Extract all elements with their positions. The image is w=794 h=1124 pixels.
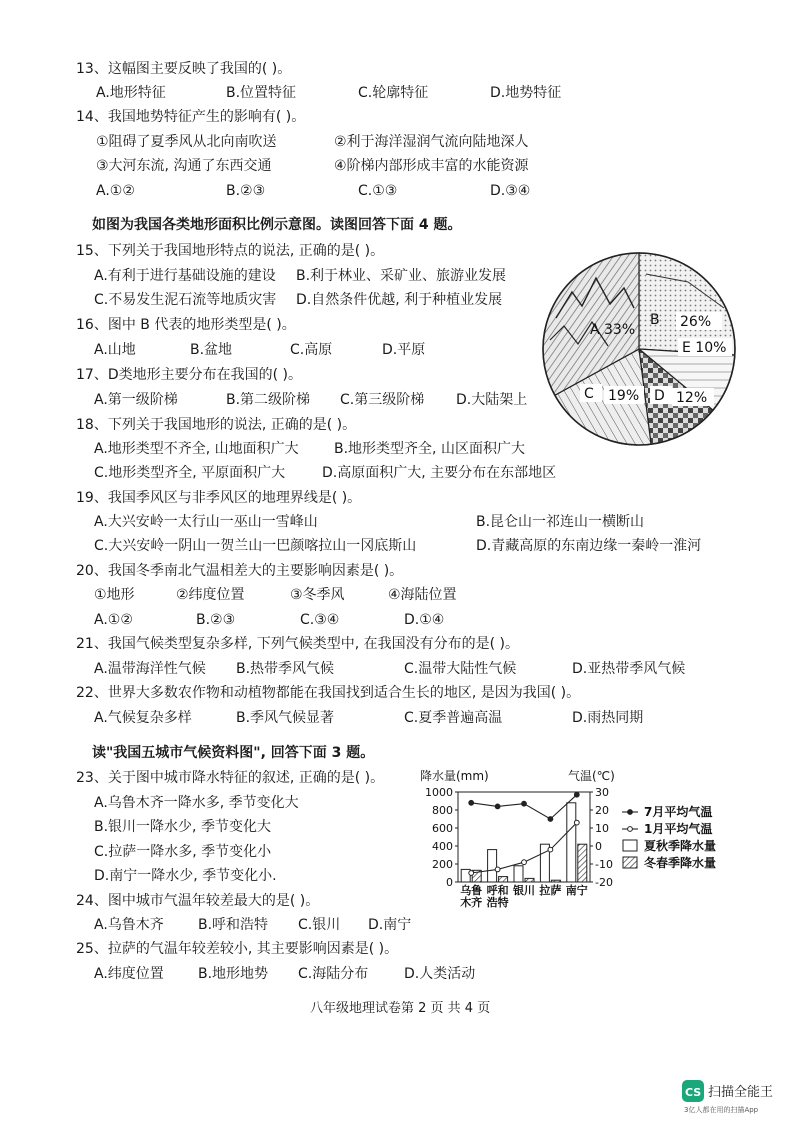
q21-option-b: B.热带季风气候 [236,661,335,677]
climate-chart-figure [418,768,738,918]
y-left-tick-label: 400 [432,840,453,853]
legend-label: 夏秋季降水量 [644,839,717,853]
bar-winter-spring [578,844,587,882]
y-right-tick-label: -10 [595,858,613,871]
chart-bars [461,803,587,882]
q22-stem: 22、世界大多数农作物和动植物都能在我国找到适合生长的地区, 是因为我国( )。 [76,685,581,701]
y-right-tick-label: -20 [595,876,613,889]
y-left-label: 降水量(mm) [420,769,489,783]
q20-stem: 20、我国冬季南北气温相差大的主要影响因素是( )。 [76,563,404,579]
q23-option-a: A.乌鲁木齐一降水多, 季节变化大 [94,795,299,811]
q16-option-b: B.盆地 [190,342,233,358]
y-right-tick-label: 10 [595,822,609,835]
bar-summer-autumn [567,803,576,882]
q14-item-1: ①阻碍了夏季风从北向南吹送 [96,134,277,150]
chart-legend [622,804,716,870]
bar-winter-spring [551,880,560,882]
q14-option-a: A.①② [96,183,135,199]
q20-item-3: ③冬季风 [290,587,345,603]
q25-option-a: A.纬度位置 [94,966,164,982]
q22-option-b: B.季风气候显著 [236,710,335,726]
bar-summer-autumn [461,869,470,882]
q18-stem: 18、下列关于我国地形的说法, 正确的是( )。 [76,417,357,433]
q21-stem: 21、我国气候类型复杂多样, 下列气候类型中, 在我国没有分布的是( )。 [76,636,519,652]
q13-option-c: C.轮廓特征 [358,85,429,101]
x-tick-label: 南宁 [565,884,588,897]
y-right-tick-label: 0 [595,840,602,853]
q23-option-b: B.银川一降水少, 季节变化大 [94,819,271,835]
q25-option-d: D.人类活动 [404,966,476,982]
legend-bar-swatch [623,857,637,868]
point-july-temp [522,801,527,806]
q14-option-d: D.③④ [490,183,531,199]
point-jan-temp [522,860,527,865]
pie-label-c: C [584,386,594,402]
q14-option-b: B.②③ [226,183,266,199]
page-footer: 八年级地理试卷第 2 页 共 4 页 [310,1001,491,1016]
q13-option-b: B.位置特征 [226,85,297,101]
q23-option-c: C.拉萨一降水多, 季节变化小 [94,844,272,860]
landform-pie-figure [538,248,740,450]
q16-option-d: D.平原 [382,342,426,358]
x-tick-label: 银川 [513,884,535,897]
q18-option-c: C.地形类型齐全, 平原面积广大 [94,465,286,481]
y-right-tick-label: 30 [595,786,609,799]
q24-option-c: C.银川 [298,917,341,933]
point-jan-temp [469,871,474,876]
q18-option-d: D.高原面积广大, 主要分布在东部地区 [322,465,557,481]
legend-bar-swatch [623,840,637,851]
point-jan-temp [495,867,500,872]
pie-label-d: D [654,388,665,404]
q22-option-a: A.气候复杂多样 [94,710,192,726]
q13-option-a: A.地形特征 [96,85,166,101]
q20-option-c: C.③④ [300,612,340,628]
q20-option-a: A.①② [94,612,133,628]
q14-option-c: C.①③ [358,183,398,199]
q19-option-c: C.大兴安岭一阴山一贺兰山一巴颜喀拉山一冈底斯山 [94,538,417,554]
q17-option-b: B.第二级阶梯 [226,392,311,408]
scanner-logo-badge: CS [685,1086,702,1099]
y-right-tick-label: 20 [595,804,609,817]
legend-point-swatch [628,827,633,832]
q14-item-3: ③大河东流, 沟通了东西交通 [96,158,272,174]
pie-label-a: A 33% [590,322,636,338]
q19-option-a: A.大兴安岭一太行山一巫山一雪峰山 [94,514,318,530]
x-tick-label: 木齐 [460,896,483,909]
q25-option-c: C.海陆分布 [298,966,369,982]
x-tick-label: 浩特 [486,896,509,909]
q24-option-b: B.呼和浩特 [198,917,269,933]
y-left-tick-label: 600 [432,822,453,835]
q17-option-a: A.第一级阶梯 [94,392,178,408]
pie-label-e: E 10% [682,340,727,356]
legend-label: 1月平均气温 [644,822,713,836]
q15-option-d: D.自然条件优越, 利于种植业发展 [296,292,503,308]
bar-summer-autumn [514,866,523,882]
bar-winter-spring [499,877,508,882]
intro-15-18: 如图为我国各类地形面积比例示意图。读图回答下面 4 题。 [92,217,462,233]
y-right-label: 气温(℃) [568,769,615,783]
x-tick-label: 乌鲁 [460,884,483,897]
y-left-tick-label: 200 [432,858,453,871]
intro-23-25: 读"我国五城市气候资料图", 回答下面 3 题。 [92,745,375,761]
q20-item-1: ①地形 [94,587,135,603]
point-jan-temp [574,820,579,825]
q20-item-2: ②纬度位置 [176,587,245,603]
landform-pie-svg [538,248,740,450]
q25-stem: 25、拉萨的气温年较差较小, 其主要影响因素是( )。 [76,941,399,957]
x-tick-label: 呼和 [486,884,509,897]
q17-stem: 17、D类地形主要分布在我国的( )。 [76,367,302,383]
climate-chart-svg [418,768,738,918]
pie-label-d-pct: 12% [676,390,708,406]
q13-option-d: D.地势特征 [490,85,562,101]
legend-label: 冬春季降水量 [644,856,717,870]
q24-stem: 24、图中城市气温年较差最大的是( )。 [76,893,320,909]
pie-label-b: B [650,312,660,328]
q14-stem: 14、我国地势特征产生的影响有( )。 [76,109,306,125]
x-tick-label: 拉萨 [539,884,562,897]
line-july-temp [471,795,577,819]
q21-option-c: C.温带大陆性气候 [404,661,517,677]
y-left-tick-label: 800 [432,804,453,817]
point-jan-temp [548,847,553,852]
y-left-tick-label: 1000 [425,786,453,799]
legend-point-swatch [628,810,633,815]
q15-option-c: C.不易发生泥石流等地质灾害 [94,292,277,308]
pie-label-c-pct: 19% [608,388,640,404]
q16-option-c: C.高原 [290,342,333,358]
bar-winter-spring [525,878,534,882]
q22-option-d: D.雨热同期 [572,710,644,726]
q23-option-d: D.南宁一降水少, 季节变化小. [94,868,277,884]
q20-item-4: ④海陆位置 [388,587,457,603]
q17-option-d: D.大陆架上 [456,392,528,408]
q18-option-a: A.地形类型不齐全, 山地面积广大 [94,441,299,457]
q16-stem: 16、图中 B 代表的地形类型是( )。 [76,317,296,333]
chart-lines [469,792,579,875]
y-left-tick-label: 0 [446,876,453,889]
bar-summer-autumn [488,850,497,882]
scanner-app-name: 扫描全能王 [708,1085,774,1100]
point-july-temp [469,800,474,805]
q19-option-b: B.昆仑山一祁连山一横断山 [476,514,645,530]
q19-stem: 19、我国季风区与非季风区的地理界线是( )。 [76,490,362,506]
point-july-temp [495,804,500,809]
q20-option-b: B.②③ [196,612,236,628]
q16-option-a: A.山地 [94,342,136,358]
q22-option-c: C.夏季普遍高温 [404,710,503,726]
q21-option-d: D.亚热带季风气候 [572,661,686,677]
q14-item-2: ②利于海洋湿润气流向陆地深人 [334,134,529,150]
point-july-temp [574,792,579,797]
q24-option-a: A.乌鲁木齐 [94,917,164,933]
q14-item-4: ④阶梯内部形成丰富的水能资源 [334,158,529,174]
q24-option-d: D.南宁 [368,917,412,933]
q21-option-a: A.温带海洋性气候 [94,661,206,677]
point-july-temp [548,817,553,822]
scanner-tagline: 3亿人都在用的扫描App [684,1106,759,1114]
q13-stem: 13、这幅图主要反映了我国的( )。 [76,61,292,77]
q19-option-d: D.青藏高原的东南边缘一秦岭一淮河 [476,538,702,554]
q17-option-c: C.第三级阶梯 [340,392,425,408]
q15-option-b: B.利于林业、采矿业、旅游业发展 [296,268,507,284]
q23-stem: 23、关于图中城市降水特征的叙述, 正确的是( )。 [76,770,385,786]
line-jan-temp [471,823,577,873]
q15-stem: 15、下列关于我国地形特点的说法, 正确的是( )。 [76,243,385,259]
q25-option-b: B.地形地势 [198,966,269,982]
q18-option-b: B.地形类型齐全, 山区面积广大 [334,441,525,457]
q15-option-a: A.有利于进行基础设施的建设 [94,268,276,284]
q20-option-d: D.①④ [404,612,445,628]
scanner-watermark [682,1078,792,1118]
legend-label: 7月平均气温 [644,805,713,819]
pie-label-b-pct: 26% [680,314,712,330]
